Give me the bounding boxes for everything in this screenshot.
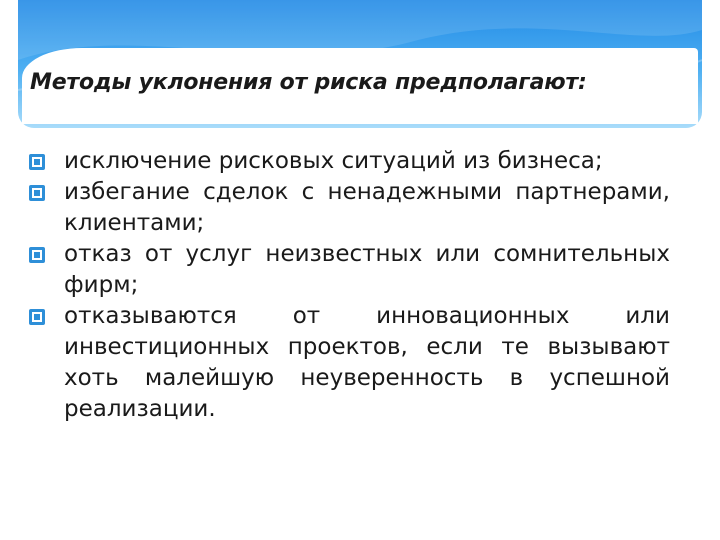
list-item <box>28 301 670 425</box>
bullet-list <box>28 146 670 425</box>
list-item <box>28 177 670 239</box>
checkbox-square-icon <box>28 153 46 171</box>
bullet-text: избегание сделок с ненадежными партнерами, клиентами; <box>64 179 670 236</box>
bullet-text: отказ от услуг неизвестных или сомнительных фирм; <box>64 241 670 298</box>
checkbox-square-icon <box>28 308 46 326</box>
list-item <box>28 239 670 301</box>
checkbox-square-icon <box>28 184 46 202</box>
bullet-text: отказываются от инновационных или инвестиционных проектов, если те вызывают хоть малейшую неуверенность в успешной реализации. <box>64 303 670 422</box>
list-item <box>28 146 670 177</box>
slide-title: Методы уклонения от риска предполагают: <box>30 70 587 95</box>
checkbox-square-icon <box>28 246 46 264</box>
bullet-text: исключение рисковых ситуаций из бизнеса; <box>64 148 603 174</box>
